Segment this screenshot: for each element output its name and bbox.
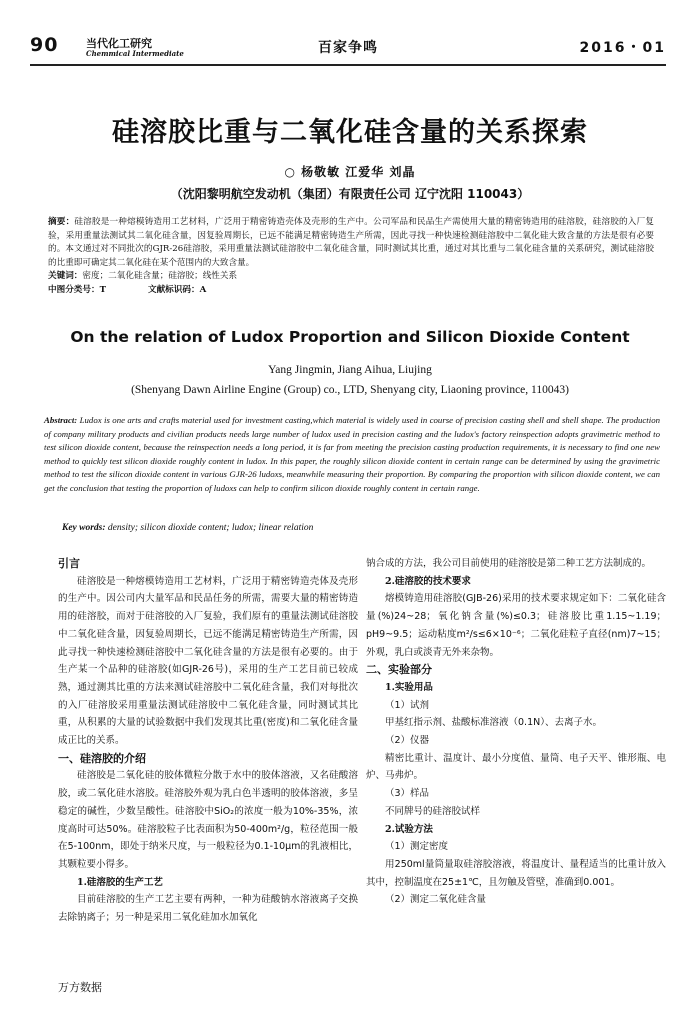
affiliation-english: (Shenyang Dawn Airline Engine (Group) co., LTD, Shenyang city, Liaoning province, 110043) bbox=[131, 384, 569, 396]
issue-label: 2016・01 bbox=[579, 40, 666, 56]
footer-watermark: 万方数据 bbox=[58, 981, 102, 994]
subsection-4-heading: 2.试验方法 bbox=[385, 823, 433, 835]
item-density: （1）测定密度 bbox=[385, 841, 449, 853]
item-instruments-text: 精密比重计、温度计、最小分度值、量筒、电子天平、锥形瓶、电炉、马弗炉。 bbox=[366, 752, 666, 782]
page-number: 90 bbox=[30, 34, 59, 56]
item-density-text: 用250ml量筒量取硅溶胶溶液，将温度计、量程适当的比重计放入其中，控制温度在25±1℃，且勿触及管壁，准确到0.001。 bbox=[366, 858, 666, 888]
abstract-label: 摘要： bbox=[48, 217, 75, 227]
title-chinese: 硅溶胶比重与二氧化硅含量的关系探索 bbox=[112, 117, 588, 148]
right-column bbox=[366, 555, 666, 909]
keywords-label: 关键词： bbox=[48, 271, 83, 281]
classification-value: T bbox=[99, 284, 106, 295]
keywords-en-label: Key words: bbox=[62, 523, 106, 533]
classification-label: 中图分类号： bbox=[48, 284, 100, 295]
item-reagents: （1）试剂 bbox=[385, 699, 430, 711]
journal-title: 当代化工研究 bbox=[86, 37, 152, 50]
abstract-english bbox=[44, 414, 660, 496]
authors-english: Yang Jingmin, Jiang Aihua, Liujing bbox=[268, 364, 432, 376]
continued-paragraph: 钠合成的方法，我公司目前使用的硅溶胶是第二种工艺方法制成的。 bbox=[366, 558, 652, 569]
doc-code-label: 文献标识码： bbox=[147, 284, 200, 295]
journal-english-title: Chemmical Intermediate bbox=[86, 49, 184, 58]
header-rule bbox=[30, 64, 666, 66]
abstract-en-text: Ludox is one arts and crafts material used for investment casting,which material is widely used in course of precision casting shell and shell shape. The production of company military products and civilian products needs large number of ludox used in precision casting and the ludox's factory reinspection adopts gravimetric method to test silicon dioxide content, because the reinspection needs a long period, it is far from meeting the precision casting production requirements, it is necessary to find one new method to quickly test silicon dioxide roughly content in ludox. In this paper, the roughly silicon dioxide content in certain range can be determined by using the gravimetric method to test the silicon dioxide content in various GJR-26 ludoxs, meanwhile measuring their proportion. By comparing the proportion with silicon dioxide content, we can get the conclusion that testing the proportion of ludoxs can help to confirm silicon dioxide roughly content in certain range. bbox=[44, 415, 660, 493]
section-2-heading: 二、实验部分 bbox=[366, 663, 432, 677]
item-reagents-text: 甲基红指示剂、盐酸标准溶液（0.1N）、去离子水。 bbox=[385, 717, 602, 729]
abstract-text: 硅溶胶是一种熔模铸造用工艺材料，广泛用于精密铸造壳体及壳形的生产中。公司军品和民品生产需使用大量的精密铸造用的硅溶胶，硅溶胶的入厂复验，采用重量法测试其二氧化硅含量，因复验周期长，已远不能满足精密铸造生产所需，因此寻找一种快速检测硅溶胶中二氧化硅大致含量的方法是很有必要的。本文通过对不同批次的GJR-26硅溶胶，采用重量法测试硅溶胶中二氧化硅含量，同时测试其比重，通过对其比重与二氧化硅含量的关系研究，测试硅溶胶的比重即可确定其二氧化硅在某个范围内的大致含量。 bbox=[48, 217, 654, 268]
intro-paragraph: 硅溶胶是一种熔模铸造用工艺材料，广泛用于精密铸造壳体及壳形的生产中。因公司内大量军品和民品任务的所需，需要大量的精密铸造用的硅溶胶，而对于硅溶胶的入厂复验，我们原有的重量法测试硅溶胶中二氧化硅含量，因复验周期长，已远不能满足精密铸造生产所需，因此寻找一种快速检测硅溶胶中二氧化硅含量的方法是很有必要的。由于生产某一个品种的硅溶胶(如GJR-26号)，采用的生产工艺目前已较成熟，通过测其比重的方法来测试硅溶胶中二氧化硅含量，我们对每批次的入厂硅溶胶采用重量法测试硅溶胶中二氧化硅含量，同时测试其比重，从积累的大量的试验数据中我们发现其比重(密度)和二氧化硅含量成正比的关系。 bbox=[58, 575, 358, 747]
subsection-2-paragraph: 熔模铸造用硅溶胶(GJB-26)采用的技术要求规定如下：二氧化硅含量(%)24~28；氧化钠含量(%)≤0.3；硅溶胶比重1.15~1.19；pH9~9.5；运动粘度m²/s≤6×10⁻⁶；二氧化硅粒子直径(nm)7~15；外观，乳白或淡青无外来杂物。 bbox=[366, 593, 666, 658]
abstract-chinese bbox=[48, 216, 654, 297]
item-samples: （3）样品 bbox=[385, 788, 430, 800]
authors-chinese: ○ 杨敬敏 江爱华 刘晶 bbox=[284, 165, 416, 179]
keywords-text: 密度；二氧化硅含量；硅溶胶；线性关系 bbox=[82, 271, 238, 281]
item-samples-text: 不同牌号的硅溶胶试样 bbox=[385, 805, 481, 817]
abstract-en-label: Abstract: bbox=[44, 415, 78, 425]
item-silica: （2）测定二氧化硅含量 bbox=[385, 894, 487, 906]
keywords-en-text: density; silicon dioxide content; ludox; linear relation bbox=[107, 523, 314, 533]
doc-code-value: A bbox=[199, 284, 207, 295]
section-name: 百家争鸣 bbox=[318, 40, 378, 56]
subsection-1-heading: 1.硅溶胶的生产工艺 bbox=[77, 876, 163, 888]
left-column bbox=[58, 555, 358, 927]
section-1-heading: 一、硅溶胶的介绍 bbox=[58, 751, 146, 765]
subsection-2-heading: 2.硅溶胶的技术要求 bbox=[385, 575, 471, 587]
subsection-1-paragraph: 目前硅溶胶的生产工艺主要有两种，一种为硅酸钠水溶液离子交换去除钠离子；另一种是采用二氧化硅加水加氧化 bbox=[58, 894, 358, 924]
keywords-english bbox=[62, 523, 313, 533]
affiliation-chinese: （沈阳黎明航空发动机（集团）有限责任公司 辽宁沈阳 110043） bbox=[170, 187, 530, 201]
intro-heading: 引言 bbox=[58, 557, 80, 570]
subsection-3-heading: 1.实验用品 bbox=[385, 681, 433, 693]
section-1-paragraph: 硅溶胶是二氧化硅的胶体微粒分散于水中的胶体溶液，又名硅酸溶胶，或二氧化硅水溶胶。硅溶胶外观为乳白色半透明的胶体溶液，多呈稳定的碱性，少数呈酸性。硅溶胶中SiO₂的浓度一般为10%-35%，浓度高时可达50%。硅溶胶粒子比表面积为50-400m²/g，粒径范围一般在5-100nm，即处于纳米尺度，与一般粒径为0.1-10μm的乳液相比，其颗粒要小得多。 bbox=[58, 770, 358, 870]
item-instruments: （2）仪器 bbox=[385, 735, 430, 747]
title-english: On the relation of Ludox Proportion and Silicon Dioxide Content bbox=[70, 328, 630, 346]
page-header bbox=[30, 34, 666, 64]
